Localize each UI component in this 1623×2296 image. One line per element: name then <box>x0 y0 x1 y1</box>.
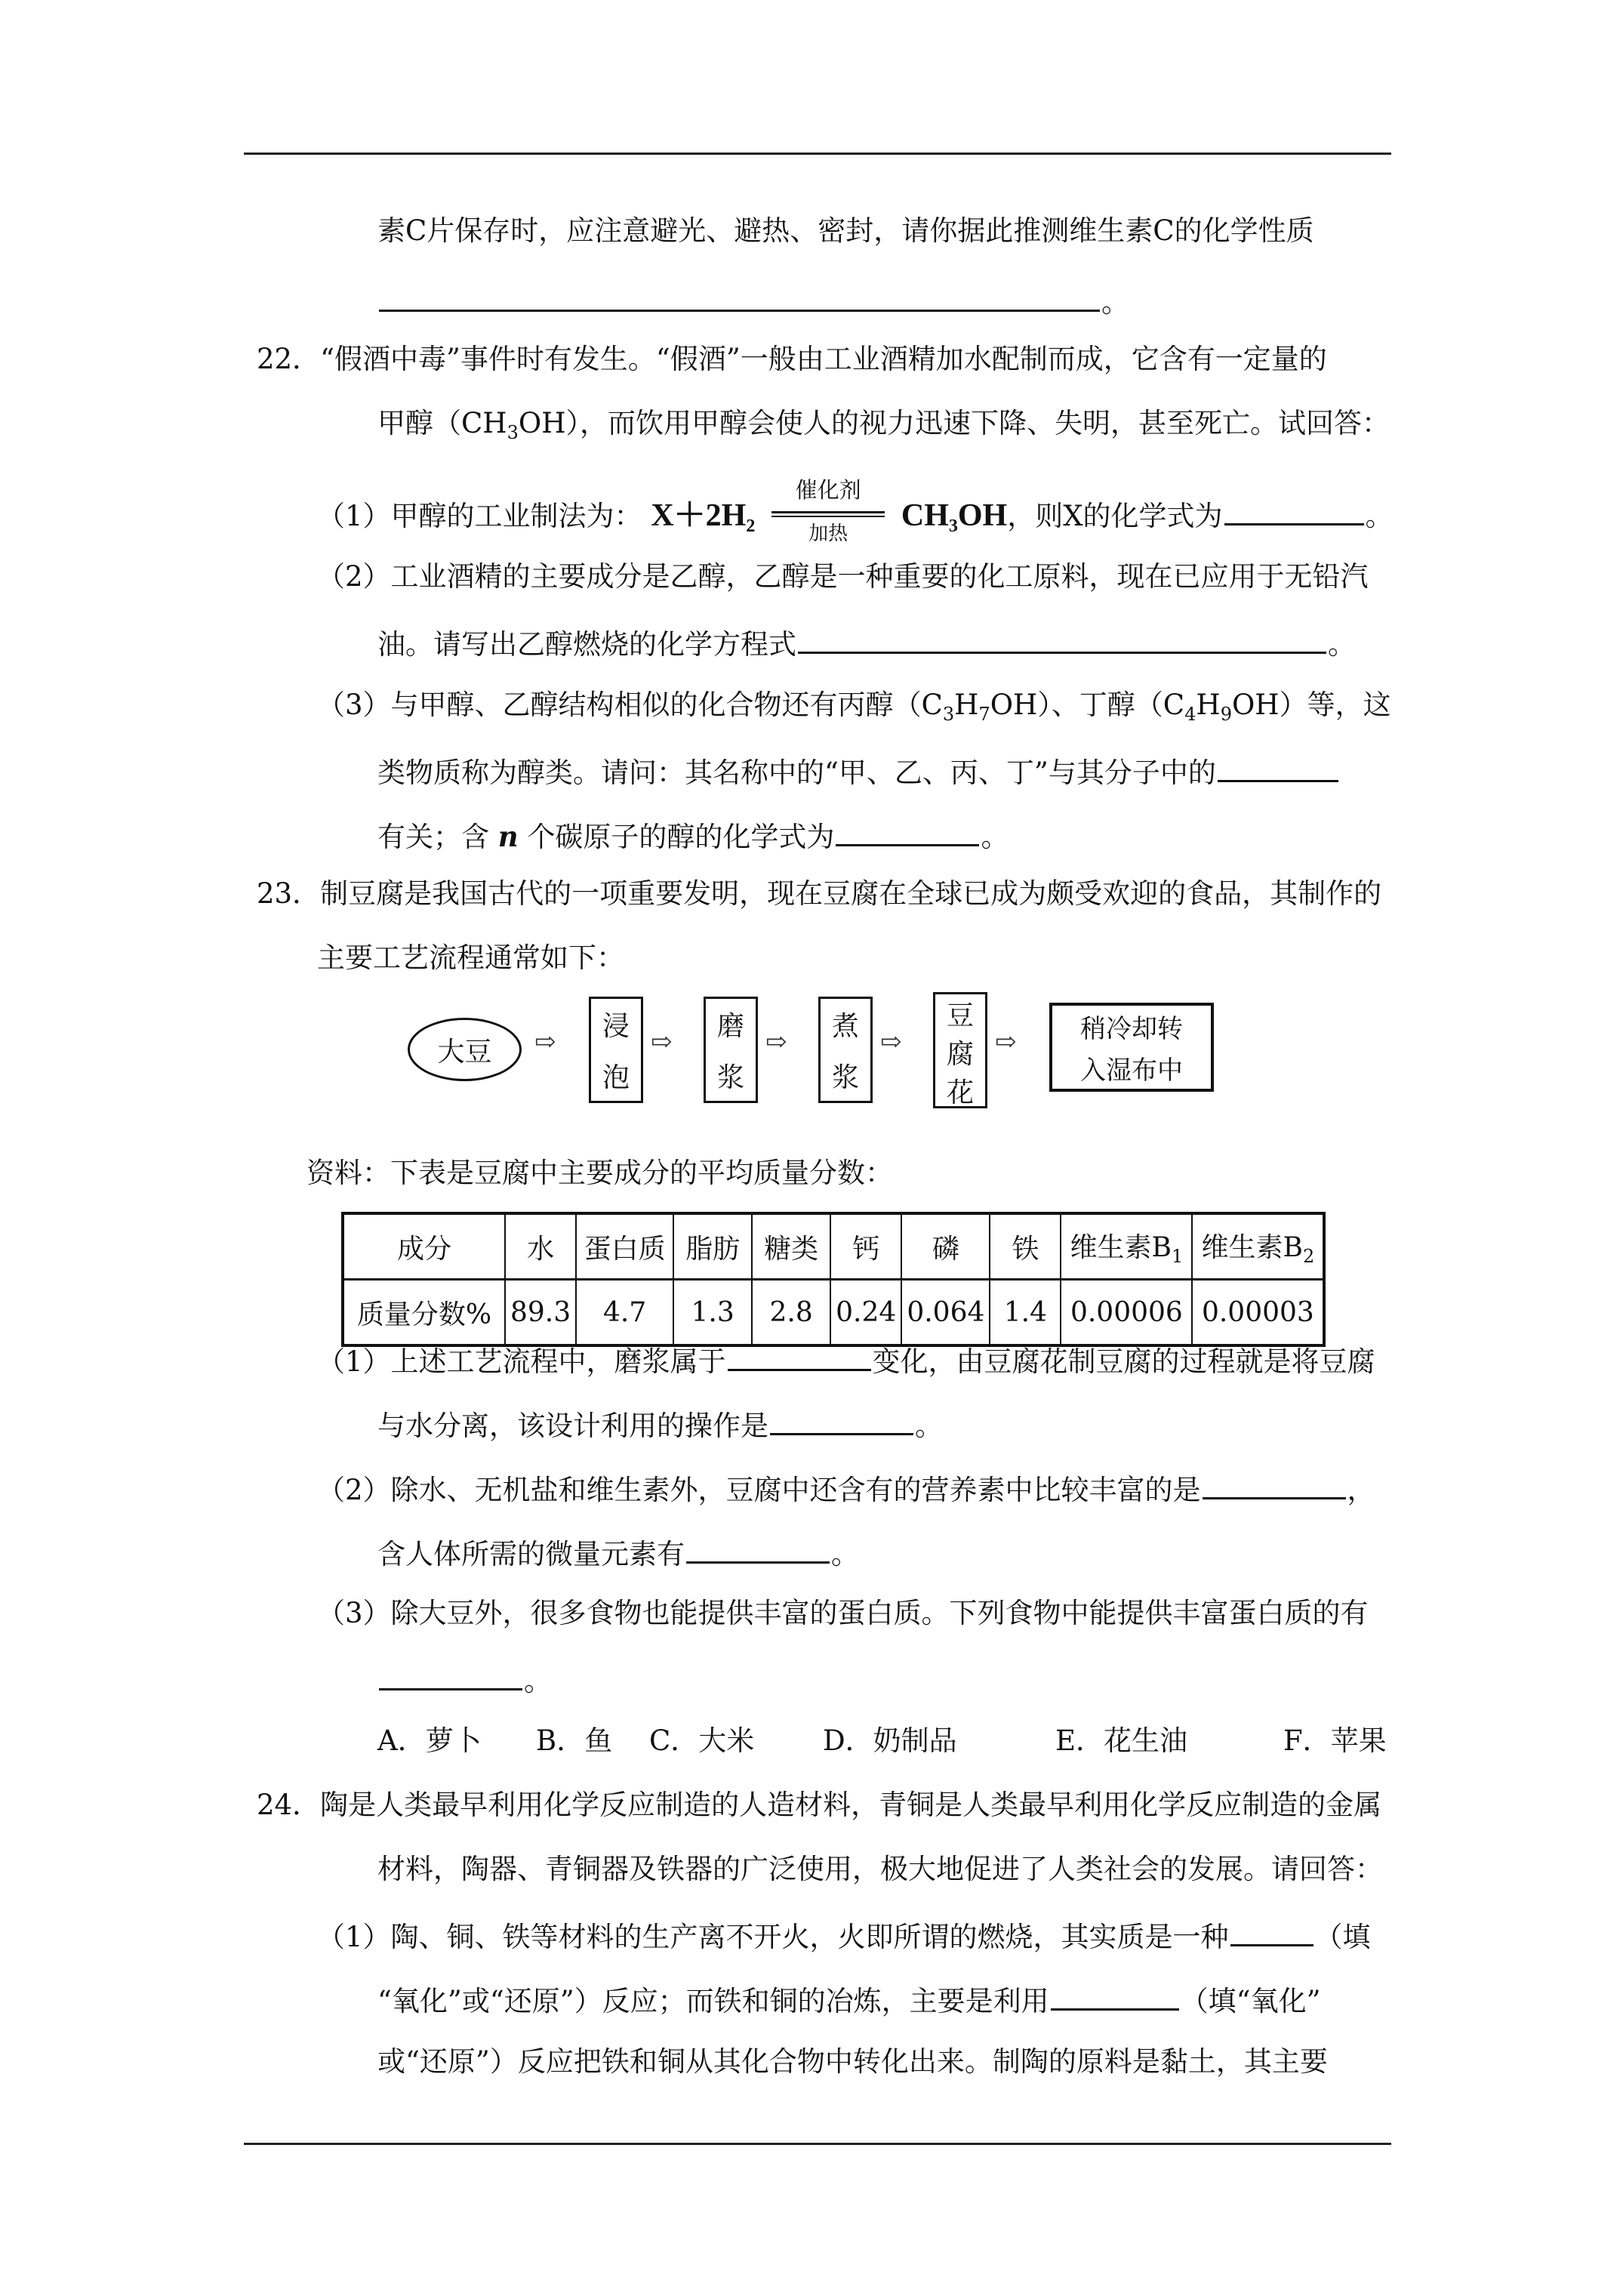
equation-right: $CH_3OH$ <box>901 498 1008 536</box>
table-header-cell: 糖类 <box>752 1213 830 1280</box>
table-row <box>343 1280 1324 1346</box>
table-header-cell: 维生素$B_1$ <box>1061 1213 1192 1280</box>
option-e[interactable]: E．花生油 <box>1055 1724 1188 1757</box>
q23-part-2-line-2: 含人体所需的微量元素有 。 <box>377 1533 859 1573</box>
option-f[interactable]: F．苹果 <box>1283 1724 1387 1757</box>
q23-stem-line-2: 主要工艺流程通常如下： <box>317 942 624 974</box>
table-cell: 0.24 <box>830 1280 901 1346</box>
q21-answer-line: 。 <box>377 281 1129 321</box>
equation-left: $X+2H_2$ <box>651 498 756 536</box>
flow-arrow: ⇨ <box>765 1027 787 1057</box>
answer-blank[interactable] <box>1051 1980 1179 2011</box>
table-cell: 0.00006 <box>1061 1280 1192 1346</box>
answer-blank[interactable] <box>836 815 979 846</box>
q23-material-caption: 资料：下表是豆腐中主要成分的平均质量分数： <box>306 1157 893 1189</box>
reaction-condition: 催化剂 加热 <box>771 501 885 537</box>
table-header-row <box>343 1213 1324 1280</box>
q22-part-1: （1）甲醇的工业制法为： $X+2H_2$ 催化剂 加热 $CH_3OH$，则X的化学式为 。 <box>317 476 1394 545</box>
q22-part-2-line-1: （2）工业酒精的主要成分是乙醇，乙醇是一种重要的化工原料，现在已应用于无铅汽 <box>317 560 1369 593</box>
option-a[interactable]: A．萝卜 <box>377 1724 482 1757</box>
q22-part-3-line-2: 类物质称为醇类。请问：其名称中的“甲、乙、丙、丁”与其分子中的 <box>377 751 1340 791</box>
table-header-cell: 水 <box>505 1213 576 1280</box>
table-header-cell: 维生素$B_2$ <box>1192 1213 1324 1280</box>
flow-step-soak: 浸 泡 <box>589 997 643 1103</box>
q23-part-3-line-1: （3）除大豆外，很多食物也能提供丰富的蛋白质。下列食物中能提供丰富蛋白质的有 <box>317 1597 1369 1629</box>
q23-part-2-line-1: （2）除水、无机盐和维生素外，豆腐中还含有的营养素中比较丰富的是 ， <box>317 1469 1375 1509</box>
flow-arrow: ⇨ <box>995 1027 1017 1057</box>
q22-part-3-line-1: （3）与甲醇、乙醇结构相似的化合物还有丙醇$(C_3H_7OH)$、丁醇$(C_4H_9OH)$等，这 <box>317 689 1391 725</box>
q23-part-1-line-1: （1）上述工艺流程中，磨浆属于 变化，由豆腐花制豆腐的过程就是将豆腐 <box>317 1340 1375 1380</box>
answer-blank[interactable] <box>1218 751 1338 782</box>
table-cell: 0.00003 <box>1192 1280 1324 1346</box>
answer-blank[interactable] <box>798 623 1326 654</box>
answer-blank[interactable] <box>770 1404 913 1435</box>
flow-step-boil: 煮 浆 <box>818 997 873 1103</box>
table-header-cell: 钙 <box>830 1213 901 1280</box>
answer-blank[interactable] <box>379 281 1100 312</box>
table-cell: 1.4 <box>990 1280 1061 1346</box>
table-header-cell: 铁 <box>990 1213 1061 1280</box>
table-cell: 4.7 <box>576 1280 673 1346</box>
flow-arrow: ⇨ <box>534 1027 556 1057</box>
flow-start-soybean: 大豆 <box>408 1018 522 1081</box>
composition-table <box>341 1212 1326 1347</box>
table-cell: 0.064 <box>901 1280 990 1346</box>
q24-part-1-line-1: （1）陶、铜、铁等材料的生产离不开火，火即所谓的燃烧，其实质是一种 （填 <box>317 1915 1371 1955</box>
table-cell: 1.3 <box>673 1280 752 1346</box>
flow-step-grind: 磨 浆 <box>704 997 758 1103</box>
header-rule <box>244 153 1391 155</box>
answer-blank[interactable] <box>1230 1915 1313 1946</box>
q23-stem-line-1: 23．制豆腐是我国古代的一项重要发明，现在豆腐在全球已成为颇受欢迎的食品，其制作的 <box>257 877 1382 910</box>
q23-part-1-line-2: 与水分离，该设计利用的操作是 。 <box>377 1404 943 1444</box>
table-cell: 2.8 <box>752 1280 830 1346</box>
q22-stem-line-2: 甲醇$(CH_3OH)$，而饮用甲醇会使人的视力迅速下降、失明，甚至死亡。试回答： <box>377 407 1390 443</box>
q24-part-1-line-3: 或“还原”）反应把铁和铜从其化合物中转化出来。制陶的原料是黏土，其主要 <box>377 2045 1328 2078</box>
q22-part-3-line-3: 有关；含 n 个碳原子的醇的化学式为 。 <box>377 815 1009 855</box>
q24-part-1-line-2: “氧化”或“还原”）反应；而铁和铜的冶炼，主要是利用 （填“氧化” <box>377 1980 1321 2020</box>
flow-arrow: ⇨ <box>651 1027 673 1057</box>
answer-blank[interactable] <box>379 1660 522 1690</box>
answer-blank[interactable] <box>1224 495 1364 525</box>
q21-line: 素C片保存时，应注意避光、避热、密封，请你据此推测维生素C的化学性质 <box>377 214 1314 247</box>
table-header-cell: 蛋白质 <box>576 1213 673 1280</box>
table-header-cell: 脂肪 <box>673 1213 752 1280</box>
option-b[interactable]: B．鱼 <box>536 1724 613 1757</box>
flow-step-tofu-flower: 豆 腐 花 <box>933 992 987 1108</box>
q24-stem-line-2: 材料，陶器、青铜器及铁器的广泛使用，极大地促进了人类社会的发展。请回答： <box>377 1853 1383 1885</box>
option-c[interactable]: C．大米 <box>649 1724 755 1757</box>
answer-blank[interactable] <box>728 1340 871 1371</box>
option-d[interactable]: D．奶制品 <box>823 1724 957 1757</box>
table-header-cell: 磷 <box>901 1213 990 1280</box>
q22-stem-line-1: 22．“假酒中毒”事件时有发生。“假酒”一般由工业酒精加水配制而成，它含有一定量的 <box>257 343 1327 375</box>
process-flow-diagram <box>408 997 1238 1117</box>
q22-part-2-line-2: 油。请写出乙醇燃烧的化学方程式 。 <box>377 623 1356 663</box>
answer-blank[interactable] <box>1203 1469 1346 1499</box>
q23-part-3-line-2: 。 <box>377 1660 552 1700</box>
answer-blank[interactable] <box>686 1533 830 1564</box>
table-cell: 质量分数% <box>343 1280 505 1346</box>
footer-rule <box>244 2143 1391 2145</box>
table-cell: 89.3 <box>505 1280 576 1346</box>
flow-end-cool-wrap: 稍冷却转 入湿布中 <box>1049 1003 1214 1092</box>
flow-arrow: ⇨ <box>880 1027 902 1057</box>
table-header-cell: 成分 <box>343 1213 505 1280</box>
q24-stem-line-1: 24．陶是人类最早利用化学反应制造的人造材料，青铜是人类最早利用化学反应制造的金属 <box>257 1789 1382 1821</box>
